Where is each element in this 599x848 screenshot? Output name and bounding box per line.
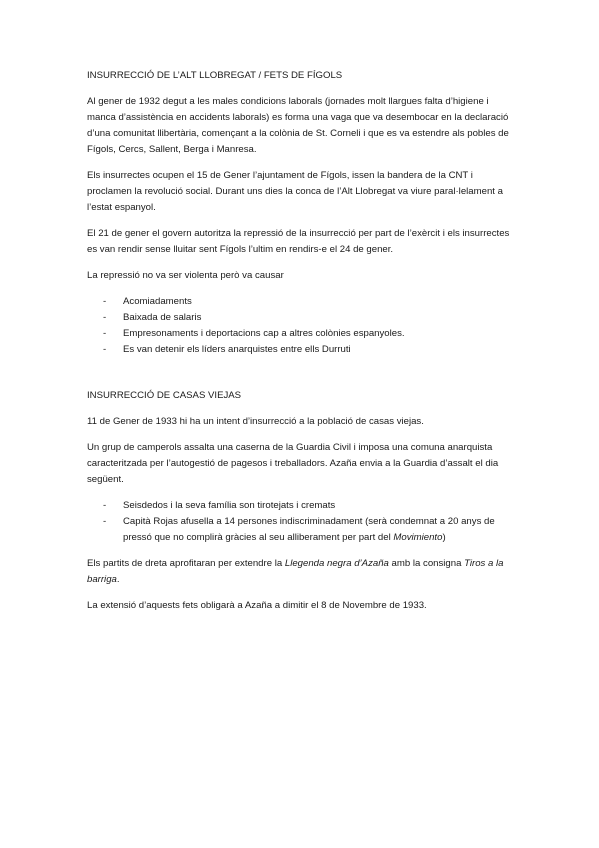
repression-list (87, 294, 517, 358)
list-item: - Seisdedos i la seva família son tirotejats i cremats (87, 498, 517, 514)
list-marker: - (103, 328, 107, 339)
paragraph: El 21 de gener el govern autoritza la repressió de la insurrecció per part de l’exèrcit i els insurrectes es van rendir sense lluitar sent Fígols l’ultim en rendirs-e el 24 de gener. (87, 228, 510, 255)
list-item: - Empresonaments i deportacions cap a altres colònies espanyoles. (87, 326, 517, 342)
section-title-figols: INSURRECCIÓ DE L’ALT LLOBREGAT / FETS DE FÍGOLS (87, 70, 343, 81)
section-title-casas-viejas: INSURRECCIÓ DE CASAS VIEJAS (87, 390, 242, 401)
events-list (87, 498, 517, 546)
paragraph: La extensió d’aquests fets obligarà a Azaña a dimitir el 8 de Novembre de 1933. (87, 600, 427, 611)
list-marker: - (103, 344, 107, 355)
paragraph: Els insurrectes ocupen el 15 de Gener l’ajuntament de Fígols, issen la bandera de la CNT i proclamen la revolució social. Durant uns dies la conca de l’Alt Llobregat va viure paral·lelament a l’estat espanyol. (87, 170, 503, 213)
list-marker: - (103, 516, 107, 527)
list-marker: - (103, 296, 107, 307)
paragraph: Un grup de camperols assalta una caserna de la Guardia Civil i imposa una comuna anarquista caracteritzada per l’autogestió de pagesos i treballadors. Azaña envia a la Guardia d’assalt el dia següent. (87, 442, 499, 485)
list-item: - Capità Rojas afusella a 14 persones indiscriminadament (serà condemnat a 20 anys de pressó que no complirà gràcies al seu alliberament per part del Movimiento) (103, 516, 495, 543)
paragraph: La repressió no va ser violenta però va causar (87, 270, 284, 281)
list-marker: - (103, 312, 107, 323)
list-item: - Es van detenir els líders anarquistes entre ells Durruti (87, 342, 517, 358)
section-spacer (87, 368, 517, 388)
paragraph: 11 de Gener de 1933 hi ha un intent d’insurrecció a la població de casas viejas. (87, 416, 424, 427)
list-item: - Acomiadaments (87, 294, 517, 310)
paragraph: Els partits de dreta aprofitaran per extendre la Llegenda negra d’Azaña amb la consigna Tiros a la barriga. (87, 558, 504, 585)
list-item: - Baixada de salaris (87, 310, 517, 326)
document-body (87, 68, 517, 624)
list-marker: - (103, 500, 107, 511)
paragraph: Al gener de 1932 degut a les males condicions laborals (jornades molt llargues falta d’higiene i manca d’assistència en accidents laborals) es forma una vaga que va desembocar en la declaració d’una comunitat llibertària, començant a la colònia de St. Corneli i que es va estendre als pobles de Fígols, Cercs, Sallent, Berga i Manresa. (87, 96, 509, 155)
